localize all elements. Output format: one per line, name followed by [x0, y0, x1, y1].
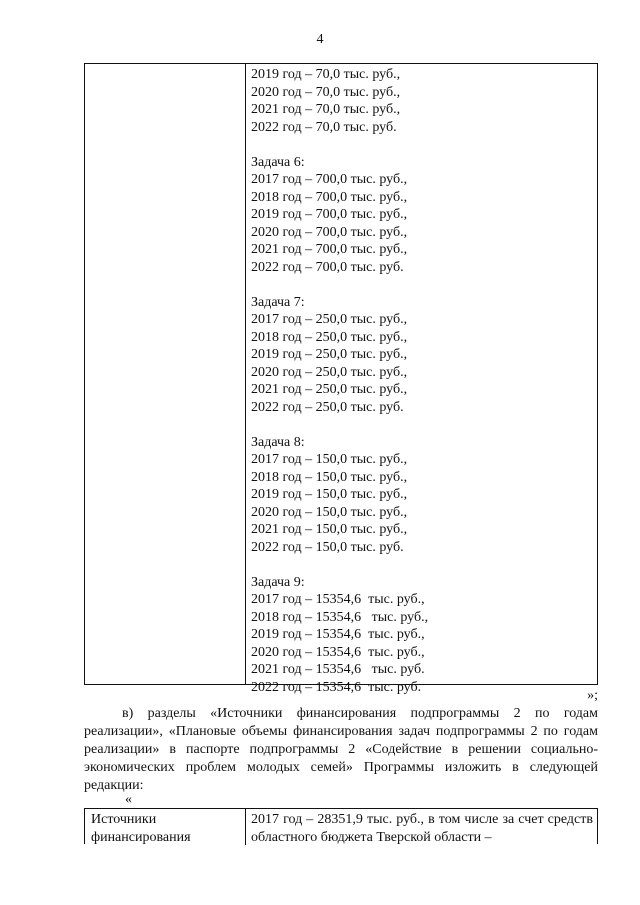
funding-group — [251, 434, 591, 557]
funding-line: 2017 год – 700,0 тыс. руб., — [251, 172, 408, 187]
funding-line: 2022 год – 15354,6 тыс. руб. — [251, 679, 422, 695]
funding-line: 2017 год – 250,0 тыс. руб., — [251, 312, 408, 327]
funding-line: 2020 год – 150,0 тыс. руб., — [251, 504, 408, 520]
funding-line: 2021 год – 150,0 тыс. руб., — [251, 522, 408, 537]
funding-group — [251, 66, 591, 136]
funding-line: 2022 год – 70,0 тыс. руб. — [251, 119, 397, 135]
funding-line: 2018 год – 700,0 тыс. руб., — [251, 189, 408, 205]
funding-line: 2021 год – 70,0 тыс. руб., — [251, 102, 401, 117]
sources-label: Источники финансирования — [91, 812, 191, 845]
funding-line: 2021 год – 15354,6 тыс. руб. — [251, 662, 425, 677]
funding-line: 2021 год – 250,0 тыс. руб., — [251, 382, 408, 397]
task-heading: Задача 9: — [251, 574, 305, 590]
funding-line: 2017 год – 15354,6 тыс. руб., — [251, 592, 425, 607]
page-number: 4 — [316, 32, 324, 47]
funding-line: 2017 год – 150,0 тыс. руб., — [251, 452, 408, 467]
funding-line: 2022 год – 250,0 тыс. руб. — [251, 399, 404, 415]
task-heading: Задача 8: — [251, 434, 305, 450]
funding-line: 2019 год – 15354,6 тыс. руб., — [251, 627, 425, 642]
funding-line: 2022 год – 150,0 тыс. руб. — [251, 539, 404, 555]
funding-line: 2018 год – 250,0 тыс. руб., — [251, 329, 408, 345]
funding-line: 2019 год – 250,0 тыс. руб., — [251, 347, 408, 362]
funding-group — [251, 574, 591, 697]
funding-line: 2019 год – 700,0 тыс. руб., — [251, 207, 408, 222]
funding-line: 2019 год – 70,0 тыс. руб., — [251, 67, 401, 82]
funding-line: 2020 год – 70,0 тыс. руб., — [251, 84, 401, 100]
funding-line: 2020 год – 15354,6 тыс. руб., — [251, 644, 425, 660]
funding-group — [251, 154, 591, 277]
funding-values-cell — [251, 66, 591, 696]
funding-line: 2020 год – 250,0 тыс. руб., — [251, 364, 408, 380]
column-divider — [245, 64, 246, 684]
funding-table — [84, 63, 598, 695]
closing-quote: »; — [587, 688, 598, 703]
funding-line: 2019 год – 150,0 тыс. руб., — [251, 487, 408, 502]
funding-line: 2020 год – 700,0 тыс. руб., — [251, 224, 408, 240]
task-heading: Задача 7: — [251, 294, 305, 310]
task-heading: Задача 6: — [251, 154, 305, 170]
column-divider — [245, 809, 246, 845]
funding-line: 2021 год – 700,0 тыс. руб., — [251, 242, 408, 257]
funding-line: 2022 год – 700,0 тыс. руб. — [251, 259, 404, 275]
amendment-paragraph: в) разделы «Источники финансирования подпрограммы 2 по годам реализации», «Плановые объемы финансирования задач подпрограммы 2 по годам реализации» в паспорте подпрограммы 2 «Содействие в решении социально-экономических проблем молодых семей» Программы изложить в следующей редакции: — [84, 706, 598, 793]
funding-line: 2018 год – 150,0 тыс. руб., — [251, 469, 408, 485]
funding-line: 2018 год – 15354,6 тыс. руб., — [251, 609, 429, 625]
funding-group — [251, 294, 591, 417]
opening-quote: « — [125, 792, 132, 807]
sources-table — [84, 808, 598, 844]
sources-value: 2017 год – 28351,9 тыс. руб., в том числе за счет средств областного бюджета Тверской области – — [251, 812, 593, 845]
